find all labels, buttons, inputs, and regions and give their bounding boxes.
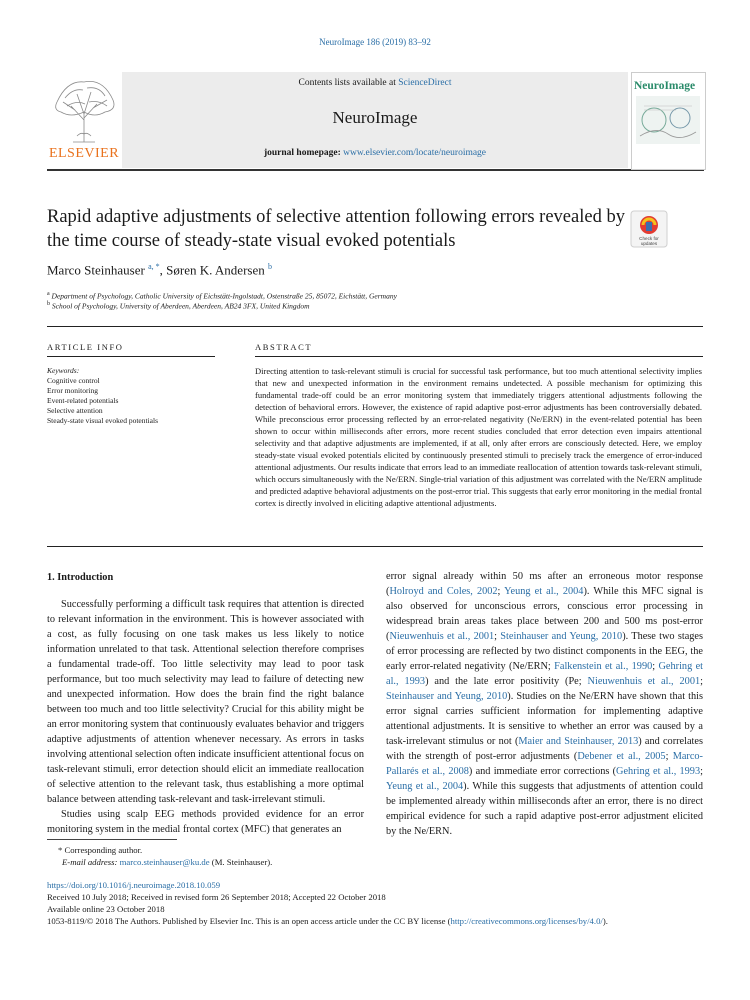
check-for-updates-badge[interactable] (630, 210, 668, 248)
asterisk-mark: * (58, 845, 65, 855)
affiliation (47, 291, 397, 301)
citation-link[interactable]: Gehring et al., 1993 (616, 766, 701, 777)
article-info-rule (47, 356, 215, 357)
author-affiliation-mark[interactable]: a, * (148, 262, 160, 271)
abstract-heading: ABSTRACT (255, 342, 313, 352)
cover-title: NeuroImage (634, 80, 696, 92)
body-text: ; (652, 661, 659, 672)
abstract-bottom-divider (47, 546, 703, 547)
body-text: error signal already within 50 ms after an erroneous motor response ( (386, 571, 703, 597)
keyword: Event-related potentials (47, 396, 119, 405)
check-updates-icon (630, 210, 668, 248)
citation-link[interactable]: Yeung et al., 2004 (504, 586, 584, 597)
keyword: Selective attention (47, 406, 103, 415)
cover-figure (636, 96, 700, 144)
body-text: ). While this MFC signal is also observed for unconscious errors, conscious error processing in widespread brain areas takes place between 200 and 500 ms post-error ( (386, 586, 703, 642)
citation-link[interactable]: Debener et al., 2005 (577, 751, 666, 762)
body-text: ). Studies on the Ne/ERN have shown that this error signal carries sufficient information for implementing adaptive attentional adjustments. It is sensitive to whether an error was caused by a task-irrelevant stimulus or not ( (386, 691, 703, 747)
body-text: ) and the late error positivity (Pe; (425, 676, 588, 687)
right-column-body (386, 569, 703, 839)
keyword: Error monitoring (47, 386, 99, 395)
body-text: ) and correlates with the strength of post-error adjustments ( (386, 736, 703, 762)
body-text: ). These two stages of error processing are reflected by two distinct components in the EEG, the early error-related negativity (Ne/ERN; (386, 631, 703, 672)
doi-link[interactable]: https://doi.org/10.1016/j.neuroimage.2018.10.059 (47, 880, 221, 890)
email-note (62, 857, 272, 867)
elsevier-wordmark[interactable]: ELSEVIER (48, 146, 120, 161)
corresponding-author-text: Corresponding author. (64, 845, 143, 855)
sciencedirect-link[interactable]: ScienceDirect (398, 78, 452, 88)
body-text: ; (700, 676, 703, 687)
citation-link[interactable]: Nieuwenhuis et al., 2001 (587, 676, 701, 687)
affiliation-mark: a (47, 291, 50, 297)
received-dates: Received 10 July 2018; Received in revised form 26 September 2018; Accepted 22 October 2018 (47, 892, 386, 902)
author-list (47, 262, 272, 278)
body-text: ; (700, 766, 703, 777)
license-text: 1053-8119/© 2018 The Authors. Published by Elsevier Inc. This is an open access article under the CC BY license ( (47, 916, 451, 926)
author-affiliation-mark[interactable]: b (267, 262, 272, 271)
article-title: Rapid adaptive adjustments of selective attention following errors revealed by the time course of steady-state visual evoked potentials (47, 207, 625, 251)
body-text: ; (494, 631, 501, 642)
citation-link[interactable]: Maier and Steinhauser, 2013 (518, 736, 639, 747)
journal-homepage (122, 148, 628, 158)
citation-link[interactable]: Marco-Pallarés et al., 2008 (386, 751, 703, 777)
body-text: ; (497, 586, 505, 597)
contents-prefix: Contents lists available at (298, 78, 399, 88)
left-column-body (47, 597, 364, 837)
citation-link[interactable]: Falkenstein et al., 1990 (554, 661, 653, 672)
abstract-rule (255, 356, 703, 357)
license-link[interactable]: http://creativecommons.org/licenses/by/4.0/ (450, 916, 603, 926)
citation-link[interactable]: Steinhauser and Yeung, 2010 (500, 631, 623, 642)
email-link[interactable]: marco.steinhauser@ku.de (119, 857, 210, 867)
affiliation-text: Department of Psychology, Catholic University of Eichstätt-Ingolstadt, Ostenstraße 25, 85072, Eichstätt, Germany (51, 291, 397, 301)
body-text: ) and immediate error corrections ( (468, 766, 617, 777)
keywords-label: Keywords: (47, 366, 80, 375)
email-label: E-mail address: (62, 857, 120, 867)
affiliation (47, 301, 310, 311)
citation-link[interactable]: Yeung et al., 2004 (386, 781, 464, 792)
citation-link[interactable]: Holroyd and Coles, 2002 (389, 586, 498, 597)
homepage-link[interactable]: www.elsevier.com/locate/neuroimage (343, 148, 487, 158)
introduction-heading: 1. Introduction (47, 572, 114, 583)
contents-line (122, 78, 628, 88)
citation-link[interactable]: Gehring et al., 1993 (386, 661, 704, 687)
author-name[interactable]: Søren K. Andersen (166, 262, 265, 278)
corresponding-note (58, 845, 142, 855)
body-text: Studies using scalp EEG methods provided evidence for an error monitoring system in the medial frontal cortex (MFC) that generates an (47, 809, 364, 835)
affiliation-text: School of Psychology, University of Aberdeen, Aberdeen, AB24 3FX, United Kingdom (51, 301, 310, 311)
journal-name: NeuroImage (332, 108, 418, 127)
body-text: Successfully performing a difficult task requires that attention is directed to relevant information in the environment. This is however associated with a cost, as fully focusing on one task makes us less likely to notice information unrelated to that task. Attentional selection therefore comprises a fundamental trade-off. Too little selectivity may lead to poor task performance, but too much selectivity may lead to failure of detecting new and unexpected information. How does the brain find the right balance between too much and too little selectivity? Crucial for this ability might be an error monitoring system that continuously evaluates behavior and triggers adaptive adjustments of attention whenever necessary. As errors in tasks involving attentional selection often indicate insufficient attentional focus on task-relevant stimuli, error detection should elicit an immediate reallocation of selective attention to the relevant task, thus establishing a more optimal balance between attending task-relevant and task-irrelevant stimuli. (47, 599, 364, 805)
citation-link[interactable]: Steinhauser and Yeung, 2010 (386, 691, 508, 702)
keyword: Cognitive control (47, 376, 100, 385)
body-paragraph (47, 597, 364, 807)
svg-text:updates: updates (640, 241, 658, 246)
author-separator: , (159, 262, 167, 278)
author-name[interactable]: Marco Steinhauser (47, 262, 145, 278)
license-line (47, 916, 608, 926)
license-suffix: ). (602, 916, 608, 926)
section-divider (47, 326, 703, 327)
body-text: ; (665, 751, 673, 762)
citation-link[interactable]: Nieuwenhuis et al., 2001 (389, 631, 495, 642)
header-divider (47, 169, 704, 171)
homepage-label: journal homepage: (263, 148, 344, 158)
article-info-heading: ARTICLE INFO (47, 342, 124, 352)
body-paragraph (386, 569, 703, 839)
affiliation-mark: b (47, 301, 50, 307)
keyword: Steady-state visual evoked potentials (47, 416, 159, 425)
abstract-text: Directing attention to task-relevant stimuli is crucial for successful task performance, but too much attentional selectivity implies that new and unexpected information in the environment remains undetected. A possible mechanism for optimizing this fundamental trade-off could be an error monitoring system that immediately triggers attentional adjustments following the detection of behavioral errors. However, the existence of rapid adaptive post-error adjustments has been controversially debated. While preconscious error processing reflected by an error-related negativity (Ne/ERN) in the event-related potential has been shown to occur within milliseconds after errors, more recent studies concluded that error detection even impairs attentional selectivity and that adaptive adjustments are implemented, if at all, only after errors are consciously detected. Here, we employ steady-state visual evoked potentials elicited by continuously presented stimuli to precisely track the emergence of error-induced attentional adjustments. Our results indicate that errors lead to an immediate reallocation of attention towards task-relevant stimuli, which occurs simultaneously with the Ne/ERN. Single-trial variation of this adjustment was correlated with the Ne/ERN amplitude and predicted adaptive behavioral adjustments on the post-error trial. This suggests that early error monitoring in the medial frontal cortex is directly involved in eliciting adaptive attentional adjustments. (255, 366, 702, 508)
email-suffix: (M. Steinhauser). (209, 857, 273, 867)
elsevier-tree-logo (47, 72, 121, 146)
body-text: ). While this suggests that adjustments of attention could be implemented already within milliseconds after an error, there is no direct empirical evidence for such a rapid adaptive post-error adjustment elicited by the Ne/ERN. (386, 781, 704, 837)
journal-reference[interactable]: NeuroImage 186 (2019) 83–92 (319, 37, 431, 47)
body-paragraph (47, 807, 364, 837)
svg-text:Check for: Check for (639, 236, 659, 241)
footnote-rule (47, 839, 177, 840)
available-online: Available online 23 October 2018 (47, 904, 165, 914)
